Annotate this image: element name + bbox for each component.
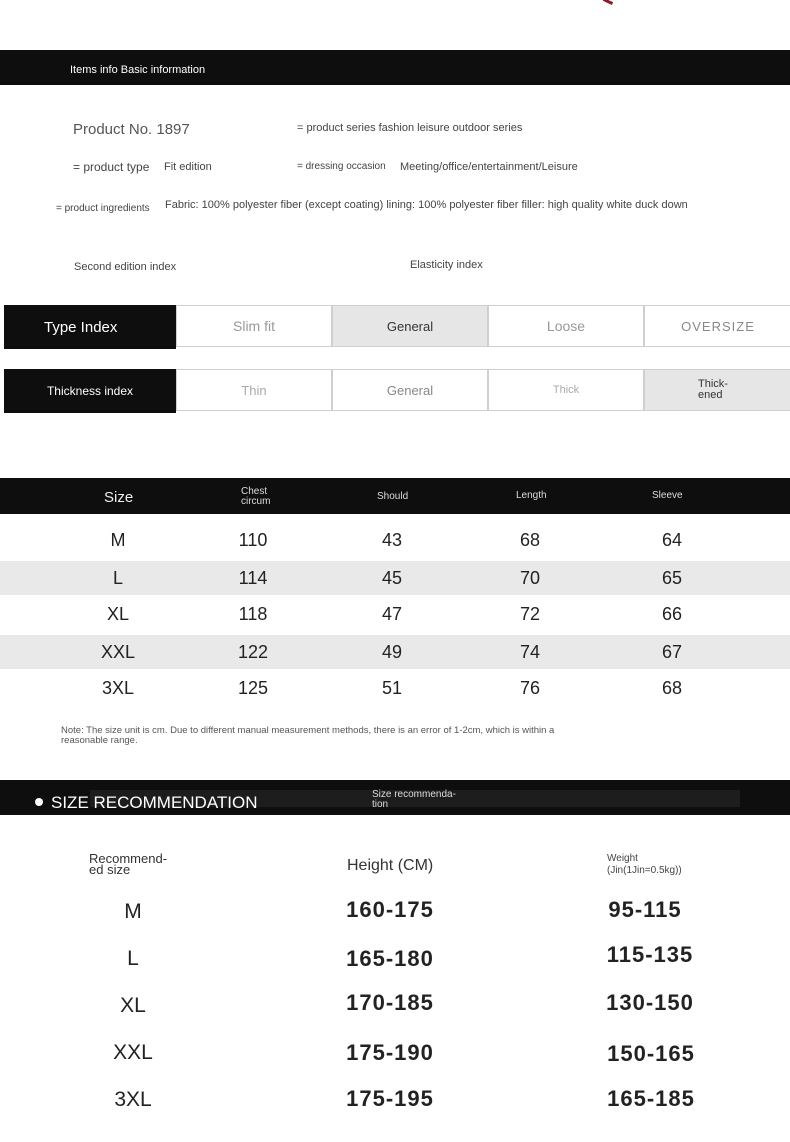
product-type-value: Fit edition: [164, 161, 212, 173]
type-option-general: General: [332, 305, 488, 347]
sleeve-cell: 65: [661, 567, 683, 588]
occasion-label: = dressing occasion: [297, 161, 386, 172]
size-cell: XXL: [100, 641, 136, 662]
decorative-mark: [603, 0, 613, 5]
recommendation-title: SIZE RECOMMENDATION: [51, 793, 258, 812]
type-option-oversize: OVERSIZE: [644, 305, 790, 347]
length-header: Length: [516, 490, 547, 501]
occasion-value: Meeting/office/entertainment/Leisure: [400, 161, 578, 173]
thickness-option-thickened: Thick-ened: [644, 369, 790, 411]
sleeve-cell: 64: [661, 529, 683, 550]
rec-size-cell: XXL: [113, 1041, 153, 1064]
rec-size-cell: 3XL: [114, 1088, 152, 1111]
rec-height-cell: 170-185: [346, 990, 434, 1015]
chest-cell: 118: [238, 603, 268, 624]
shoulder-cell: 45: [381, 567, 403, 588]
shoulder-cell: 43: [381, 529, 403, 550]
size-cell: XL: [106, 603, 130, 624]
size-chart-header: [0, 478, 790, 514]
rec-weight-cell: 165-185: [607, 1086, 695, 1111]
rec-size-cell: XL: [120, 994, 146, 1017]
size-row-xxl: [0, 635, 790, 669]
size-row-xl: [0, 597, 790, 631]
rec-weight-cell: 150-165: [607, 1041, 695, 1066]
rec-weight-cell: 130-150: [606, 990, 694, 1015]
chest-cell: 114: [238, 567, 268, 588]
thickness-index-row: [4, 369, 790, 413]
rec-height-cell: 175-190: [346, 1040, 434, 1065]
recommendation-header-bar: [0, 780, 790, 815]
thickness-option-thin: Thin: [176, 369, 332, 411]
basic-info-header: Items info Basic information: [70, 64, 206, 76]
shoulder-cell: 51: [381, 677, 403, 698]
chest-header: Chest circum: [241, 486, 271, 507]
size-note: Note: The size unit is cm. Due to different manual measurement methods, there is an error of 1-2cm, which is within a reasonable range.: [61, 725, 555, 746]
size-row-3xl: [0, 671, 790, 705]
size-cell: 3XL: [101, 677, 135, 698]
thickness-option-general: General: [332, 369, 488, 411]
size-row-l: [0, 561, 790, 595]
type-option-slim-fit: Slim fit: [176, 305, 332, 347]
second-edition-label: Second edition index: [74, 261, 177, 273]
length-cell: 72: [519, 603, 541, 624]
type-index-row: [4, 305, 790, 349]
rec-height-cell: 160-175: [346, 897, 434, 922]
size-cell: L: [112, 567, 123, 588]
product-series: = product series fashion leisure outdoor series: [297, 122, 523, 134]
size-row-m: [0, 523, 790, 557]
length-cell: 74: [519, 641, 541, 662]
elasticity-label: Elasticity index: [410, 259, 483, 271]
bullet-icon: [35, 798, 43, 806]
ingredients-label: = product ingredients: [56, 203, 150, 214]
product-number: Product No. 1897: [73, 121, 190, 138]
size-header: Size: [104, 489, 134, 506]
thickness-index-label: Thickness index: [4, 369, 176, 413]
recommendation-subtitle: Size recommenda-tion: [372, 789, 456, 810]
size-cell: M: [110, 529, 126, 550]
chest-cell: 110: [238, 529, 268, 550]
chest-cell: 125: [237, 677, 269, 698]
rec-size-cell: M: [124, 900, 142, 923]
rec-height-cell: 175-195: [346, 1086, 434, 1111]
rec-size-header: Recommend-ed size: [89, 851, 168, 877]
sleeve-cell: 66: [661, 603, 683, 624]
shoulder-cell: 49: [381, 641, 403, 662]
type-index-label: Type Index: [4, 305, 176, 349]
rec-height-cell: 165-180: [346, 946, 434, 971]
basic-info-header-bar: [0, 50, 790, 85]
rec-size-cell: L: [127, 947, 139, 970]
rec-weight-cell: 95-115: [608, 897, 682, 922]
rec-weight-cell: 115-135: [606, 942, 694, 967]
length-cell: 76: [519, 677, 541, 698]
sleeve-header: Sleeve: [652, 490, 683, 501]
thickness-option-thick: Thick: [488, 369, 644, 411]
ingredients-value: Fabric: 100% polyester fiber (except coating) lining: 100% polyester fiber filler: high quality white duck down: [165, 199, 688, 211]
shoulder-cell: 47: [381, 603, 403, 624]
rec-height-header: Height (CM): [347, 857, 434, 874]
sleeve-cell: 68: [661, 677, 683, 698]
product-type-label: = product type: [73, 160, 150, 174]
length-cell: 68: [519, 529, 541, 550]
sleeve-cell: 67: [661, 641, 683, 662]
rec-weight-header: Weight (Jin(1Jin=0.5kg)): [607, 853, 682, 876]
length-cell: 70: [519, 567, 541, 588]
chest-cell: 122: [237, 641, 269, 662]
type-option-loose: Loose: [488, 305, 644, 347]
shoulder-header: Should: [377, 491, 409, 502]
